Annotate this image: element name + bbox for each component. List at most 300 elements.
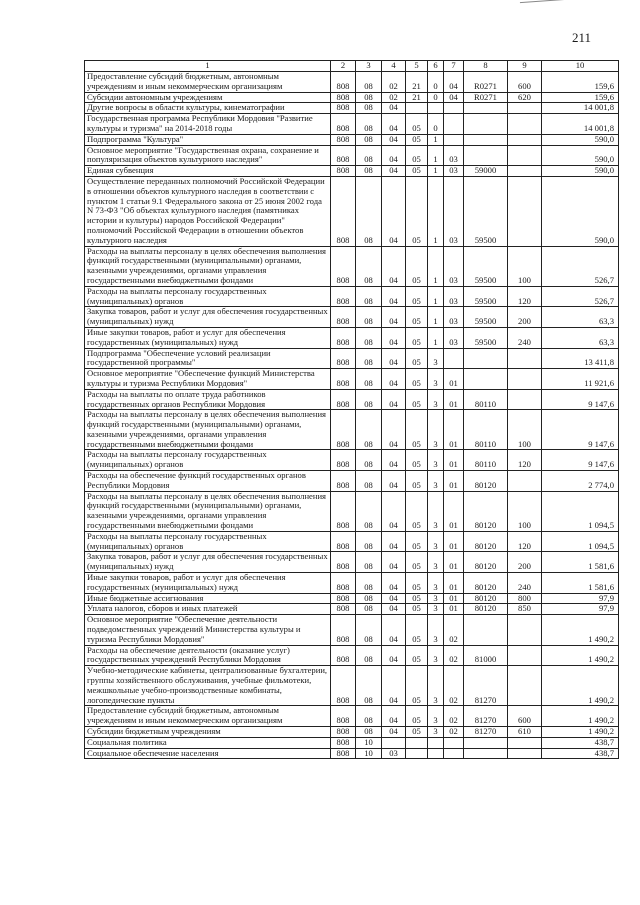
event-code-cell: 02 [444,706,464,727]
subsection-code-cell: 04 [382,348,406,369]
admin-code-cell: 808 [331,348,356,369]
event-code-cell: 01 [444,491,464,531]
table-row [85,727,619,738]
row-name-cell: Расходы на обеспечение функций государственных органов Республики Мордовия [85,471,331,492]
section-code-cell: 08 [356,369,382,390]
program-code-cell: 05 [406,552,428,573]
table-row [85,176,619,246]
subprogram-code-cell: 1 [428,307,444,328]
amount-cell: 1 490,2 [542,666,619,706]
subprogram-code-cell: 3 [428,369,444,390]
column-header: 2 [331,61,356,72]
subsection-code-cell: 04 [382,114,406,135]
event-code-cell: 03 [444,145,464,166]
expense-type-cell [508,166,542,177]
amount-cell: 438,7 [542,748,619,759]
program-code-cell: 05 [406,114,428,135]
amount-cell: 1 490,2 [542,727,619,738]
event-code-cell [444,748,464,759]
table-row [85,134,619,145]
subprogram-code-cell: 3 [428,491,444,531]
row-name-cell: Иные закупки товаров, работ и услуг для обеспечения государственных (муниципальных) нужд [85,573,331,594]
subprogram-code-cell: 3 [428,593,444,604]
event-code-cell: 01 [444,389,464,410]
admin-code-cell: 808 [331,748,356,759]
table-row [85,72,619,93]
direction-code-cell [464,134,508,145]
subsection-code-cell: 04 [382,666,406,706]
direction-code-cell [464,114,508,135]
amount-cell: 1 490,2 [542,615,619,645]
direction-code-cell: 80110 [464,450,508,471]
event-code-cell: 01 [444,410,464,450]
subsection-code-cell: 04 [382,615,406,645]
program-code-cell [406,737,428,748]
amount-cell: 1 581,6 [542,552,619,573]
direction-code-cell [464,145,508,166]
section-code-cell: 08 [356,471,382,492]
admin-code-cell: 808 [331,531,356,552]
program-code-cell: 05 [406,369,428,390]
expense-type-cell [508,748,542,759]
event-code-cell: 03 [444,327,464,348]
subprogram-code-cell: 1 [428,327,444,348]
direction-code-cell: 80110 [464,410,508,450]
direction-code-cell: 59500 [464,286,508,307]
section-code-cell: 08 [356,103,382,114]
event-code-cell: 02 [444,615,464,645]
event-code-cell: 02 [444,727,464,738]
row-name-cell: Предоставление субсидий бюджетным, автономным учреждениям и иным некоммерческим организациям [85,72,331,93]
expense-type-cell: 800 [508,593,542,604]
admin-code-cell: 808 [331,450,356,471]
subprogram-code-cell: 3 [428,645,444,666]
table-row [85,327,619,348]
column-header: 3 [356,61,382,72]
subprogram-code-cell [428,737,444,748]
row-name-cell: Закупка товаров, работ и услуг для обеспечения государственных (муниципальных) нужд [85,552,331,573]
table-row [85,471,619,492]
program-code-cell: 21 [406,92,428,103]
budget-table-body [85,61,619,759]
scan-mark [520,0,580,7]
section-code-cell: 08 [356,134,382,145]
program-code-cell: 05 [406,307,428,328]
subsection-code-cell [382,737,406,748]
admin-code-cell: 808 [331,92,356,103]
direction-code-cell: 80120 [464,471,508,492]
table-row [85,593,619,604]
direction-code-cell [464,615,508,645]
admin-code-cell: 808 [331,307,356,328]
admin-code-cell: 808 [331,176,356,246]
section-code-cell: 08 [356,389,382,410]
row-name-cell: Другие вопросы в области культуры, кинематографии [85,103,331,114]
program-code-cell: 05 [406,450,428,471]
amount-cell: 63,3 [542,307,619,328]
section-code-cell: 08 [356,72,382,93]
subsection-code-cell: 02 [382,72,406,93]
subsection-code-cell: 04 [382,286,406,307]
subsection-code-cell: 04 [382,389,406,410]
subsection-code-cell: 04 [382,706,406,727]
row-name-cell: Субсидии бюджетным учреждениям [85,727,331,738]
column-header: 4 [382,61,406,72]
section-code-cell: 08 [356,286,382,307]
row-name-cell: Закупка товаров, работ и услуг для обеспечения государственных (муниципальных) нужд [85,307,331,328]
program-code-cell: 05 [406,286,428,307]
admin-code-cell: 808 [331,145,356,166]
direction-code-cell: 81270 [464,666,508,706]
table-row [85,552,619,573]
table-row [85,491,619,531]
table-row [85,666,619,706]
section-code-cell: 08 [356,246,382,286]
table-header-row [85,61,619,72]
subprogram-code-cell: 0 [428,92,444,103]
program-code-cell: 05 [406,410,428,450]
program-code-cell: 05 [406,134,428,145]
table-row [85,645,619,666]
expense-type-cell: 240 [508,327,542,348]
expense-type-cell [508,471,542,492]
section-code-cell: 08 [356,727,382,738]
direction-code-cell [464,103,508,114]
amount-cell: 13 411,8 [542,348,619,369]
subsection-code-cell: 04 [382,727,406,738]
direction-code-cell: R0271 [464,72,508,93]
section-code-cell: 08 [356,410,382,450]
row-name-cell: Иные закупки товаров, работ и услуг для обеспечения государственных (муниципальных) нужд [85,327,331,348]
expense-type-cell [508,389,542,410]
row-name-cell: Субсидии автономным учреждениям [85,92,331,103]
row-name-cell: Учебно-методические кабинеты, централизованные бухгалтерии, группы хозяйственного обслуживания, учебные фильмотеки, межшкольные учебно-производственные комбинаты, логопедические пункты [85,666,331,706]
subsection-code-cell: 04 [382,450,406,471]
admin-code-cell: 808 [331,645,356,666]
event-code-cell: 02 [444,666,464,706]
admin-code-cell: 808 [331,166,356,177]
amount-cell: 1 490,2 [542,706,619,727]
admin-code-cell: 808 [331,103,356,114]
program-code-cell: 05 [406,727,428,738]
direction-code-cell: 80120 [464,573,508,594]
program-code-cell: 05 [406,604,428,615]
expense-type-cell: 120 [508,286,542,307]
event-code-cell [444,348,464,369]
table-row [85,450,619,471]
amount-cell: 1 581,6 [542,573,619,594]
row-name-cell: Расходы на выплаты персоналу государственных (муниципальных) органов [85,286,331,307]
column-header: 6 [428,61,444,72]
amount-cell: 438,7 [542,737,619,748]
expense-type-cell: 240 [508,573,542,594]
admin-code-cell: 808 [331,491,356,531]
event-code-cell: 03 [444,307,464,328]
amount-cell: 590,0 [542,166,619,177]
admin-code-cell: 808 [331,72,356,93]
expense-type-cell [508,369,542,390]
direction-code-cell: 59500 [464,176,508,246]
event-code-cell: 01 [444,593,464,604]
table-row [85,531,619,552]
subprogram-code-cell: 3 [428,389,444,410]
subprogram-code-cell: 1 [428,176,444,246]
subprogram-code-cell: 0 [428,114,444,135]
row-name-cell: Подпрограмма "Обеспечение условий реализации государственной программы" [85,348,331,369]
subprogram-code-cell [428,748,444,759]
event-code-cell: 01 [444,552,464,573]
admin-code-cell: 808 [331,134,356,145]
budget-table [84,60,619,759]
table-row [85,145,619,166]
subsection-code-cell: 04 [382,552,406,573]
subprogram-code-cell: 3 [428,604,444,615]
admin-code-cell: 808 [331,286,356,307]
expense-type-cell: 200 [508,552,542,573]
amount-cell: 63,3 [542,327,619,348]
table-row [85,410,619,450]
admin-code-cell: 808 [331,327,356,348]
subprogram-code-cell: 3 [428,450,444,471]
table-row [85,307,619,328]
program-code-cell: 05 [406,145,428,166]
subprogram-code-cell: 3 [428,706,444,727]
program-code-cell: 05 [406,645,428,666]
table-row [85,573,619,594]
direction-code-cell [464,348,508,369]
direction-code-cell: 80110 [464,389,508,410]
expense-type-cell: 200 [508,307,542,328]
column-header: 5 [406,61,428,72]
subprogram-code-cell: 3 [428,471,444,492]
event-code-cell: 01 [444,471,464,492]
direction-code-cell [464,737,508,748]
section-code-cell: 08 [356,645,382,666]
direction-code-cell [464,748,508,759]
expense-type-cell [508,666,542,706]
section-code-cell: 10 [356,748,382,759]
admin-code-cell: 808 [331,389,356,410]
section-code-cell: 08 [356,666,382,706]
row-name-cell: Единая субвенция [85,166,331,177]
program-code-cell: 05 [406,573,428,594]
event-code-cell [444,737,464,748]
subsection-code-cell: 04 [382,166,406,177]
expense-type-cell [508,134,542,145]
row-name-cell: Предоставление субсидий бюджетным, автономным учреждениям и иным некоммерческим организациям [85,706,331,727]
direction-code-cell: 80120 [464,604,508,615]
expense-type-cell: 100 [508,410,542,450]
table-row [85,348,619,369]
amount-cell: 590,0 [542,176,619,246]
row-name-cell: Расходы на выплаты персоналу государственных (муниципальных) органов [85,450,331,471]
amount-cell: 590,0 [542,134,619,145]
direction-code-cell [464,369,508,390]
event-code-cell: 04 [444,72,464,93]
admin-code-cell: 808 [331,369,356,390]
event-code-cell: 03 [444,176,464,246]
row-name-cell: Государственная программа Республики Мордовия "Развитие культуры и туризма" на 2014-2018 годы [85,114,331,135]
subprogram-code-cell: 0 [428,72,444,93]
subsection-code-cell: 04 [382,103,406,114]
section-code-cell: 08 [356,531,382,552]
program-code-cell: 05 [406,471,428,492]
admin-code-cell: 808 [331,573,356,594]
amount-cell: 9 147,6 [542,450,619,471]
program-code-cell: 05 [406,246,428,286]
amount-cell: 159,6 [542,92,619,103]
direction-code-cell: 59500 [464,246,508,286]
subsection-code-cell: 04 [382,307,406,328]
subprogram-code-cell: 3 [428,552,444,573]
program-code-cell [406,103,428,114]
expense-type-cell: 620 [508,92,542,103]
section-code-cell: 08 [356,491,382,531]
subprogram-code-cell: 1 [428,286,444,307]
expense-type-cell: 120 [508,450,542,471]
program-code-cell: 05 [406,491,428,531]
admin-code-cell: 808 [331,666,356,706]
column-header: 9 [508,61,542,72]
admin-code-cell: 808 [331,604,356,615]
section-code-cell: 08 [356,604,382,615]
expense-type-cell [508,114,542,135]
subsection-code-cell: 04 [382,645,406,666]
amount-cell: 97,9 [542,593,619,604]
program-code-cell: 05 [406,166,428,177]
expense-type-cell [508,103,542,114]
admin-code-cell: 808 [331,246,356,286]
section-code-cell: 08 [356,176,382,246]
program-code-cell: 21 [406,72,428,93]
direction-code-cell: 81270 [464,706,508,727]
program-code-cell [406,748,428,759]
expense-type-cell: 100 [508,246,542,286]
column-header: 1 [85,61,331,72]
event-code-cell: 03 [444,166,464,177]
program-code-cell: 05 [406,531,428,552]
program-code-cell: 05 [406,327,428,348]
direction-code-cell: 80120 [464,531,508,552]
row-name-cell: Социальная политика [85,737,331,748]
table-row [85,286,619,307]
subsection-code-cell: 04 [382,176,406,246]
event-code-cell [444,134,464,145]
column-header: 7 [444,61,464,72]
direction-code-cell: 59500 [464,307,508,328]
expense-type-cell [508,348,542,369]
admin-code-cell: 808 [331,706,356,727]
table-row [85,706,619,727]
expense-type-cell [508,645,542,666]
admin-code-cell: 808 [331,552,356,573]
subsection-code-cell: 04 [382,145,406,166]
amount-cell: 9 147,6 [542,410,619,450]
direction-code-cell: 80120 [464,491,508,531]
table-row [85,114,619,135]
expense-type-cell [508,737,542,748]
row-name-cell: Социальное обеспечение населения [85,748,331,759]
subprogram-code-cell: 3 [428,410,444,450]
section-code-cell: 08 [356,593,382,604]
section-code-cell: 08 [356,166,382,177]
subprogram-code-cell: 3 [428,531,444,552]
row-name-cell: Уплата налогов, сборов и иных платежей [85,604,331,615]
column-header: 8 [464,61,508,72]
subsection-code-cell: 04 [382,246,406,286]
event-code-cell: 01 [444,573,464,594]
amount-cell: 590,0 [542,145,619,166]
subsection-code-cell: 04 [382,573,406,594]
subsection-code-cell: 04 [382,134,406,145]
section-code-cell: 10 [356,737,382,748]
direction-code-cell: 59000 [464,166,508,177]
program-code-cell: 05 [406,593,428,604]
row-name-cell: Расходы на выплаты персоналу в целях обеспечения выполнения функций государственными (муниципальными) органами, казенными учреждениями, органами управления государственными внебюджетными фондами [85,246,331,286]
admin-code-cell: 808 [331,410,356,450]
subsection-code-cell: 04 [382,531,406,552]
program-code-cell: 05 [406,348,428,369]
section-code-cell: 08 [356,615,382,645]
admin-code-cell: 808 [331,737,356,748]
expense-type-cell: 610 [508,727,542,738]
row-name-cell: Основное мероприятие "Обеспечение функций Министерства культуры и туризма Республики Мордовия" [85,369,331,390]
amount-cell: 2 774,0 [542,471,619,492]
section-code-cell: 08 [356,307,382,328]
expense-type-cell: 600 [508,72,542,93]
table-row [85,615,619,645]
section-code-cell: 08 [356,348,382,369]
event-code-cell [444,103,464,114]
row-name-cell: Расходы на выплаты персоналу в целях обеспечения выполнения функций государственными (муниципальными) органами, казенными учреждениями, органами управления государственными внебюджетными фондами [85,491,331,531]
subprogram-code-cell: 3 [428,727,444,738]
table-row [85,389,619,410]
admin-code-cell: 808 [331,471,356,492]
direction-code-cell: 80120 [464,593,508,604]
table-row [85,166,619,177]
amount-cell: 11 921,6 [542,369,619,390]
event-code-cell: 01 [444,450,464,471]
row-name-cell: Основное мероприятие "Государственная охрана, сохранение и популяризация объектов культурного наследия" [85,145,331,166]
direction-code-cell: 80120 [464,552,508,573]
program-code-cell: 05 [406,615,428,645]
section-code-cell: 08 [356,145,382,166]
event-code-cell: 03 [444,246,464,286]
page-number: 211 [572,30,592,45]
row-name-cell: Расходы на выплаты по оплате труда работников государственных органов Республики Мордовия [85,389,331,410]
subsection-code-cell: 02 [382,92,406,103]
section-code-cell: 08 [356,573,382,594]
direction-code-cell: 59500 [464,327,508,348]
amount-cell: 14 001,8 [542,103,619,114]
row-name-cell: Осуществление переданных полномочий Российской Федерации в отношении объектов культурного наследия в соответствии с пунктом 1 статьи 9.1 Федерального закона от 25 июня 2002 года N 73-ФЗ "Об объектах культурного наследия (памятниках истории и культуры) народов Российской Федерации" полномочий Российской Федерации в отношении объектов культурного наследия [85,176,331,246]
expense-type-cell [508,615,542,645]
event-code-cell: 01 [444,604,464,615]
section-code-cell: 08 [356,450,382,471]
admin-code-cell: 808 [331,114,356,135]
program-code-cell: 05 [406,176,428,246]
event-code-cell: 03 [444,286,464,307]
subprogram-code-cell: 1 [428,134,444,145]
subsection-code-cell: 04 [382,593,406,604]
table-row [85,737,619,748]
program-code-cell: 05 [406,389,428,410]
table-row [85,604,619,615]
row-name-cell: Расходы на выплаты персоналу в целях обеспечения выполнения функций государственными (муниципальными) органами, казенными учреждениями, органами управления государственными внебюджетными фондами [85,410,331,450]
subprogram-code-cell: 1 [428,145,444,166]
expense-type-cell: 100 [508,491,542,531]
table-row [85,103,619,114]
